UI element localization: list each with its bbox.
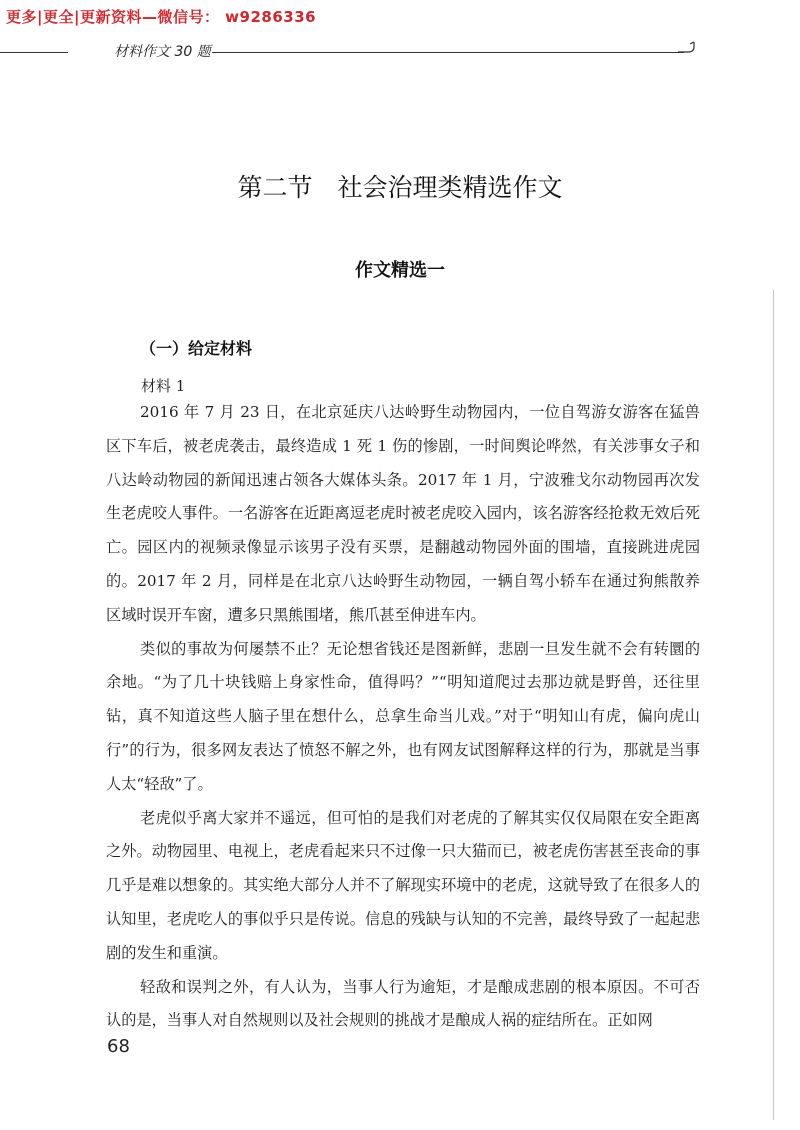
- page-number: 68: [107, 1036, 130, 1057]
- section-heading: （一）给定材料: [140, 339, 253, 358]
- paragraph: 2016 年 7 月 23 日，在北京延庆八达岭野生动物园内，一位自驾游女游客在猛兽区下车后，被老虎袭击，最终造成 1 死 1 伤的惨剧，一时间舆论哗然，有关涉事女子和八达岭动物园的新闻迅速占领各大媒体头条。2017 年 1 月，宁波雅戈尔动物园再次发生老虎咬人事件。一名游客在近距离逗老虎时被老虎咬入园内，该名游客经抢救无效后死亡。园区内的视频录像显示该男子没有买票，是翻越动物园外面的围墙，直接跳进虎园的。2017 年 2 月，同样是在北京八达岭野生动物园，一辆自驾小轿车在通过狗熊散养区域时误开车窗，遭多只黑熊围堵，熊爪甚至伸进车内。: [106, 403, 700, 624]
- running-header-title: 材料作文 30 题: [114, 44, 211, 60]
- material-label: 材料 1: [141, 377, 186, 395]
- watermark-banner: 更多|更全|更新资料—微信号： w9286336: [6, 8, 317, 26]
- essay-subtitle: 作文精选一: [355, 260, 445, 281]
- section-title: 第二节 社会治理类精选作文: [237, 173, 563, 202]
- page-edge-rule: [773, 290, 774, 1120]
- header-rule-right: [212, 52, 684, 53]
- header-ornament-icon: [676, 38, 704, 60]
- header-rule-left: [0, 52, 68, 53]
- body-text: [106, 396, 700, 1038]
- paragraph: 老虎似乎离大家并不遥远，但可怕的是我们对老虎的了解其实仅仅局限在安全距离之外。动物园里、电视上，老虎看起来只不过像一只大猫而已，被老虎伤害甚至丧命的事几乎是难以想象的。其实绝大部分人并不了解现实环境中的老虎，这就导致了在很多人的认知里，老虎吃人的事似乎只是传说。信息的残缺与认知的不完善，最终导致了一起起悲剧的发生和重演。: [106, 808, 700, 962]
- paragraph: 类似的事故为何屡禁不止？无论想省钱还是图新鲜，悲剧一旦发生就不会有转圜的余地。“为了几十块钱赔上身家性命，值得吗？”“明知道爬过去那边就是野兽，还往里钻，真不知道这些人脑子里在想什么，总拿生命当儿戏。”对于“明知山有虎，偏向虎山行”的行为，很多网友表达了愤怒不解之外，也有网友试图解释这样的行为，那就是当事人太“轻敌”了。: [106, 639, 700, 793]
- paragraph: 轻敌和误判之外，有人认为，当事人行为逾矩，才是酿成悲剧的根本原因。不可否认的是，当事人对自然规则以及社会规则的挑战才是酿成人祸的症结所在。正如网: [106, 977, 700, 1030]
